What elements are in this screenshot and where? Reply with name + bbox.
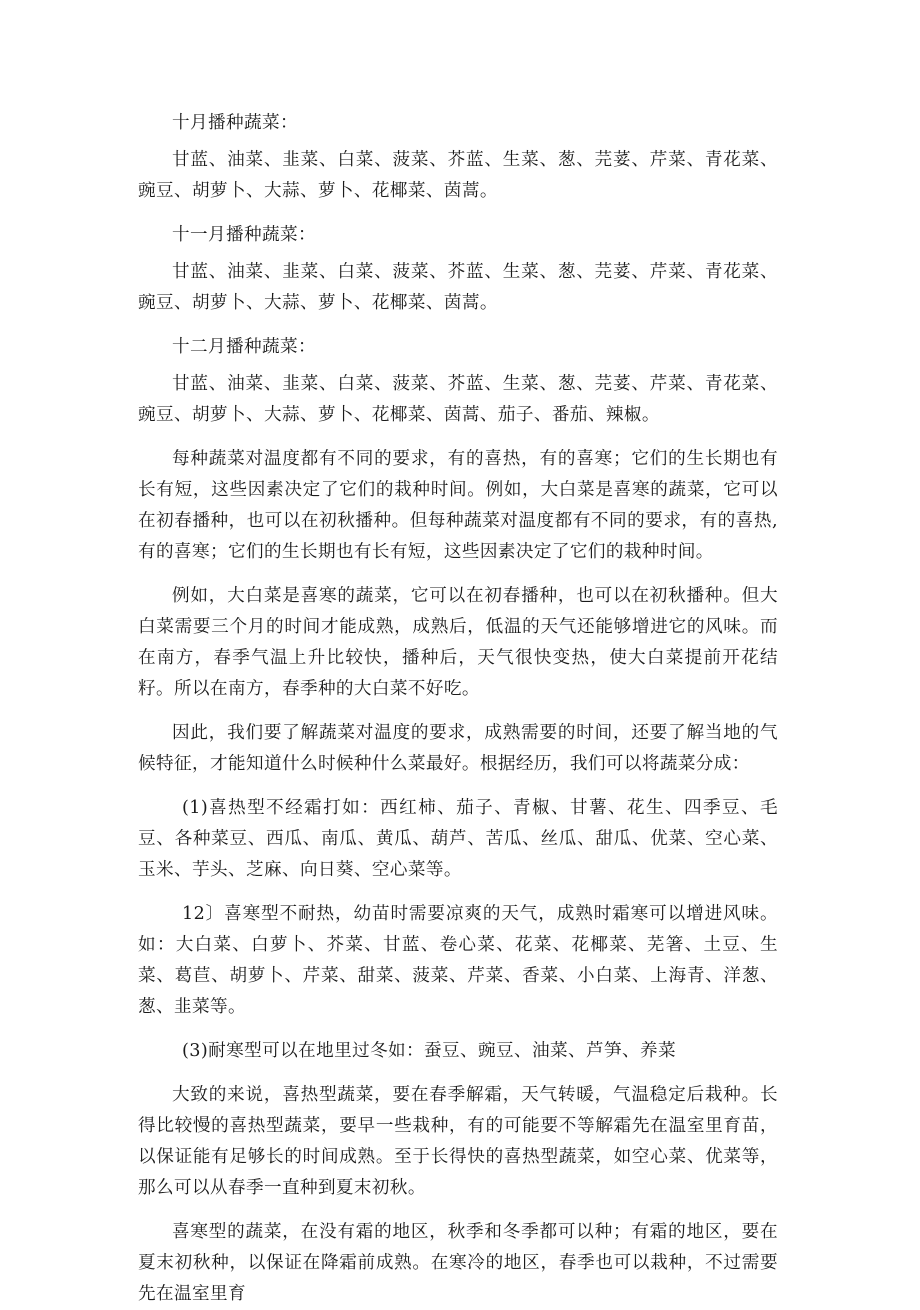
vegetable-list-october: 甘蓝、油菜、韭菜、白菜、菠菜、芥蓝、生菜、葱、芫荽、芹菜、青花菜、豌豆、胡萝卜、大蒜、萝卜、花椰菜、茵蒿。 [138, 150, 778, 201]
paragraph-cabbage-example: 例如，大白菜是喜寒的蔬菜，它可以在初春播种，也可以在初秋播种。但大白菜需要三个月的时间才能成熟，成熟后，低温的天气还能够增进它的风味。而在南方，春季气温上升比较快，播种后，天气很快变热，使大白菜提前开花结籽。所以在南方，春季种的大白菜不好吃。 [138, 586, 778, 699]
section-heading-december: 十二月播种蔬菜： [172, 337, 316, 357]
paragraph-heat-type-planting: 大致的来说，喜热型蔬菜，要在春季解霜，天气转暖，气温稳定后栽种。长得比较慢的喜热型蔬菜，要早一些栽种，有的可能要不等解霜先在温室里育苗，以保证能有足够长的时间成熟。至于长得快的喜热型蔬菜，如空心菜、优菜等，那么可以从春季一直种到夏末初秋。 [138, 1085, 778, 1198]
paragraph-cold-hardy-type: (3)耐寒型可以在地里过冬如：蚕豆、豌豆、油菜、芦笋、养菜 [182, 1041, 676, 1061]
paragraph-cold-loving-type: 12〕喜寒型不耐热，幼苗时需要凉爽的天气，成熟时霜寒可以增进风味。如：大白菜、白萝卜、芥菜、甘蓝、卷心菜、花菜、花椰菜、芜箸、土豆、生菜、葛苣、胡萝卜、芹菜、甜菜、菠菜、芹菜、香菜、小白菜、上海青、洋葱、葱、韭菜等。 [138, 904, 778, 1017]
vegetable-list-november: 甘蓝、油菜、韭菜、白菜、菠菜、芥蓝、生菜、葱、芫荽、芹菜、青花菜、豌豆、胡萝卜、大蒜、萝卜、花椰菜、茵蒿。 [138, 262, 778, 313]
paragraph-heat-loving-type: (1)喜热型不经霜打如：西红柿、茄子、青椒、甘薯、花生、四季豆、毛豆、各种菜豆、西瓜、南瓜、黄瓜、葫芦、苦瓜、丝瓜、甜瓜、优菜、空心菜、玉米、芋头、芝麻、向日葵、空心菜等。 [138, 798, 778, 880]
vegetable-list-december: 甘蓝、油菜、韭菜、白菜、菠菜、芥蓝、生菜、葱、芫荽、芹菜、青花菜、豌豆、胡萝卜、大蒜、萝卜、花椰菜、茵蒿、茄子、番茄、辣椒。 [138, 374, 778, 425]
paragraph-temperature-requirements: 每种蔬菜对温度都有不同的要求，有的喜热，有的喜寒；它们的生长期也有长有短，这些因素决定了它们的栽种时间。例如，大白菜是喜寒的蔬菜，它可以在初春播种，也可以在初秋播种。但每种蔬菜对温度都有不同的要求，有的喜热,有的喜寒；它们的生长期也有长有短，这些因素决定了它们的栽种时间。 [138, 449, 778, 562]
paragraph-cold-type-planting: 喜寒型的蔬菜，在没有霜的地区，秋季和冬季都可以种；有霜的地区，要在夏末初秋种，以保证在降霜前成熟。在寒冷的地区，春季也可以栽种，不过需要先在温室里育 [138, 1222, 778, 1304]
document-body [138, 108, 778, 1310]
section-heading-october: 十月播种蔬菜： [172, 113, 298, 133]
section-heading-november: 十一月播种蔬菜： [172, 225, 316, 245]
paragraph-classification-intro: 因此，我们要了解蔬菜对温度的要求，成熟需要的时间，还要了解当地的气候特征，才能知道什么时候种什么菜最好。根据经历，我们可以将蔬菜分成： [138, 723, 778, 774]
